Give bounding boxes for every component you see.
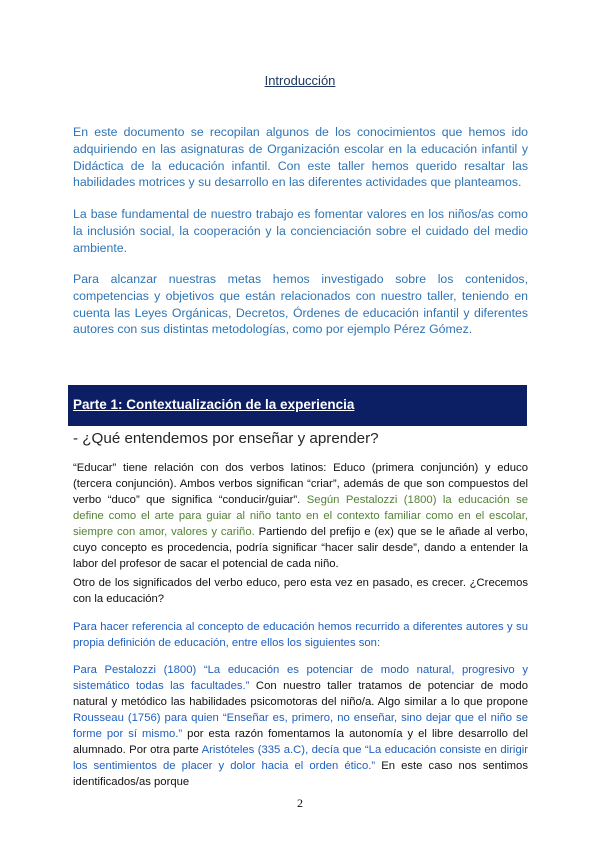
intro-title: Introducción bbox=[264, 73, 336, 88]
pestalozzi-quote: Para Pestalozzi (1800) “La educación es potenciar de modo natural, progresivo y sistemático todas las facultades.” bbox=[73, 664, 528, 692]
intro-paragraph-3: Para alcanzar nuestras metas hemos investigado sobre los contenidos, competencias y objetivos que están relacionados con nuestro taller, teniendo en cuenta las Leyes Orgánicas, Decretos, Órdenes de educación infantil y diferentes autores con sus distintas metodologías, como por ejemplo Pérez Gómez. bbox=[73, 272, 528, 337]
body-paragraph-4-text-f: En este caso nos sentimos identificados/as porque bbox=[73, 760, 528, 788]
body-paragraph-4-text-b: Con nuestro taller tratamos de potenciar de modo natural y metódico las habilidades psicomotoras del niño/a. Algo similar a lo que propone bbox=[73, 680, 528, 708]
rousseau-quote: Rousseau (1756) para quien “Enseñar es, primero, no enseñar, sino dejar que el niño se forme por sí mismo.” bbox=[73, 712, 528, 740]
body-paragraph-4-text-d: por esta razón fomentamos la autonomía y el libre desarrollo del alumnado. Por otra parte bbox=[73, 728, 528, 756]
body-paragraph-3: Para hacer referencia al concepto de educación hemos recurrido a diferentes autores y su propia definición de educación, entre ellos los siguientes son: bbox=[73, 621, 528, 649]
intro-paragraph-1: En este documento se recopilan algunos de los conocimientos que hemos ido adquiriendo en las asignaturas de Organización escolar en la educación infantil y Didáctica de la educación infantil. Con este taller hemos querido resaltar las habilidades motrices y su desarrollo en las diferentes actividades que planteamos. bbox=[73, 125, 528, 190]
body-paragraph-1 bbox=[73, 460, 528, 572]
section-title: Parte 1: Contextualización de la experiencia bbox=[73, 397, 355, 412]
body-paragraph-1-text-a: “Educar” tiene relación con dos verbos latinos: Educo (primera conjunción) y educo (tercera conjunción). Ambos verbos significan “criar”, además de que son compuestos del verbo “duco” que significa “conducir/guiar”. bbox=[73, 462, 528, 506]
section-subheading: - ¿Qué entendemos por enseñar y aprender? bbox=[73, 430, 379, 447]
body-paragraph-1-text-c: Partiendo del prefijo e (ex) que se le añade al verbo, cuyo concepto es procedencia, podría significar “hacer salir desde”, dando a entender la labor del profesor de sacar el potencial de cada niño. bbox=[73, 526, 528, 570]
page-number: 2 bbox=[297, 796, 303, 810]
intro-paragraph-2: La base fundamental de nuestro trabajo es fomentar valores en los niños/as como la inclusión social, la cooperación y la concienciación sobre el cuidado del medio ambiente. bbox=[73, 207, 528, 255]
pestalozzi-citation: Según Pestalozzi (1800) la educación se define como el arte para guiar al niño tanto en el contexto familiar como en el escolar, siempre con amor, valores y cariño. bbox=[73, 494, 528, 538]
section-header-bar bbox=[68, 385, 527, 426]
body-paragraph-4 bbox=[73, 662, 528, 790]
aristoteles-quote: Aristóteles (335 a.C), decía que “La educación consiste en dirigir los sentimientos de placer y dolor hacia el orden ético.” bbox=[73, 744, 528, 772]
body-paragraph-2: Otro de los significados del verbo educo, pero esta vez en pasado, es crecer. ¿Crecemos con la educación? bbox=[73, 577, 528, 605]
